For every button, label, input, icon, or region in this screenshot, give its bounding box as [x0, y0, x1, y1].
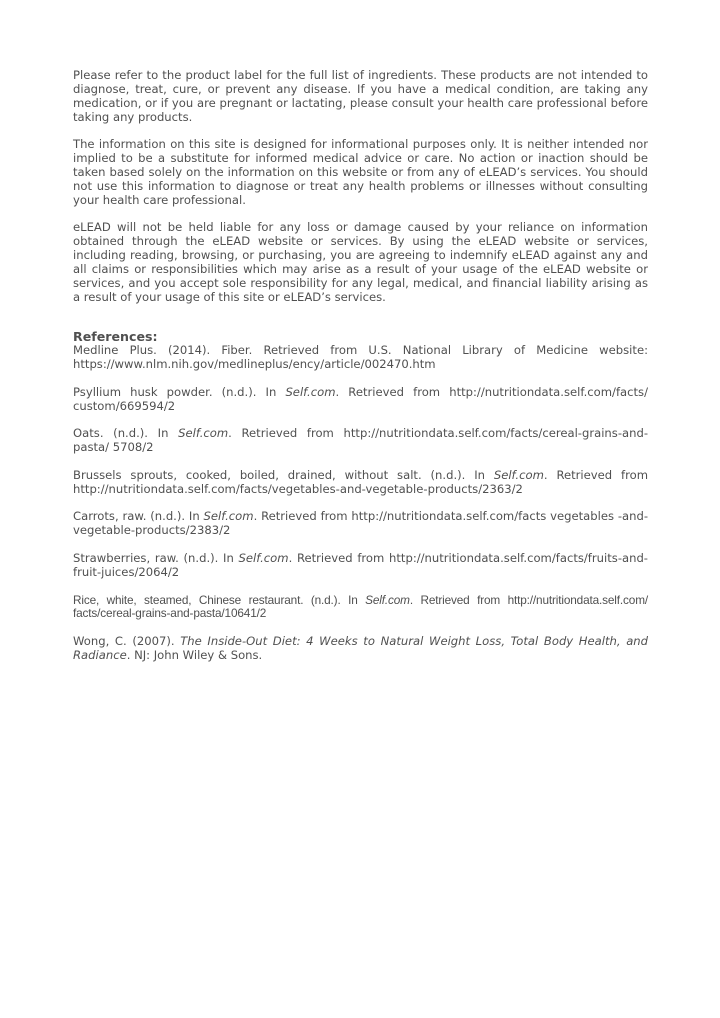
reference-item [73, 427, 648, 455]
reference-book-title: The Inside-Out Diet: 4 Weeks to Natural Weight Loss, Total Body Health, and Radiance [73, 634, 649, 662]
reference-item [73, 594, 648, 622]
reference-retrieved: . Retrieved from http://nutritiondata.self.com/facts/ custom/669594/2 [73, 384, 649, 413]
reference-source: Self.com [178, 426, 229, 441]
reference-publisher: . NJ: John Wiley & Sons. [126, 647, 263, 662]
references-list [73, 344, 648, 662]
reference-text: Psyllium husk powder. (n.d.). In [73, 384, 286, 399]
reference-item [73, 635, 648, 663]
reference-text: Strawberries, raw. (n.d.). In [73, 551, 239, 565]
reference-retrieved: . Retrieved from http://nutritiondata.self.com/facts vegetables -and-vegetable-products/2383/2 [73, 509, 649, 538]
reference-item [73, 552, 648, 580]
reference-text: Carrots, raw. (n.d.). In [73, 509, 204, 524]
reference-retrieved: . Retrieved from http://nutritiondata.self.com/facts/fruits-and-fruit-juices/2064/2 [73, 551, 648, 579]
reference-text: Rice, white, steamed, Chinese restaurant. (n.d.). In [73, 592, 366, 607]
reference-item [73, 344, 648, 372]
reference-text: Wong, C. (2007). [73, 634, 181, 649]
reference-text: Medline Plus. (2014). Fiber. Retrieved from U.S. National Library of Medicine website: https://www.nlm.nih.gov/medlineplus/ency/article/002470.htm [73, 343, 648, 372]
reference-item [73, 386, 648, 414]
reference-text: Oats. (n.d.). In [73, 426, 179, 441]
reference-source: Self.com [493, 467, 544, 482]
reference-source: Self.com [365, 592, 410, 607]
reference-retrieved: . Retrieved from http://nutritiondata.self.com/ facts/cereal-grains-and-pasta/10641/2 [73, 592, 648, 621]
reference-source: Self.com [203, 509, 254, 524]
references-heading: References: [73, 329, 158, 345]
reference-text: Brussels sprouts, cooked, boiled, drained, without salt. (n.d.). In [73, 467, 494, 482]
reference-item [73, 469, 648, 497]
disclaimer-paragraph-ingredients: Please refer to the product label for the full list of ingredients. These products are not intended to diagnose, treat, cure, or prevent any disease. If you have a medical condition, are taking any medication, or if you are pregnant or lactating, please consult your health care professional before taking any products. [73, 68, 648, 124]
document-page [73, 69, 648, 677]
disclaimer-paragraph-informational: The information on this site is designed for informational purposes only. It is neither intended nor implied to be a substitute for informed medical advice or care. No action or inaction should be taken based solely on the information on this website or from any of eLEAD’s services. You should not use this information to diagnose or treat any health problems or illnesses without consulting your health care professional. [73, 137, 648, 207]
reference-source: Self.com [285, 384, 336, 399]
reference-item [73, 510, 648, 538]
reference-retrieved: . Retrieved from http://nutritiondata.self.com/facts/vegetables-and-vegetable-products/2363/2 [73, 467, 648, 496]
reference-source: Self.com [238, 551, 289, 565]
reference-retrieved: . Retrieved from http://nutritiondata.self.com/facts/cereal-grains-and-pasta/ 5708/2 [73, 426, 648, 455]
disclaimer-paragraph-liability: eLEAD will not be held liable for any loss or damage caused by your reliance on information obtained through the eLEAD website or services. By using the eLEAD website or services, including reading, browsing, or purchasing, you are agreeing to indemnify eLEAD against any and all claims or responsibilities which may arise as a result of your usage of the eLEAD website or services, and you accept sole responsibility for any legal, medical, and financial liability arising as a result of your usage of this site or eLEAD’s services. [73, 220, 648, 304]
